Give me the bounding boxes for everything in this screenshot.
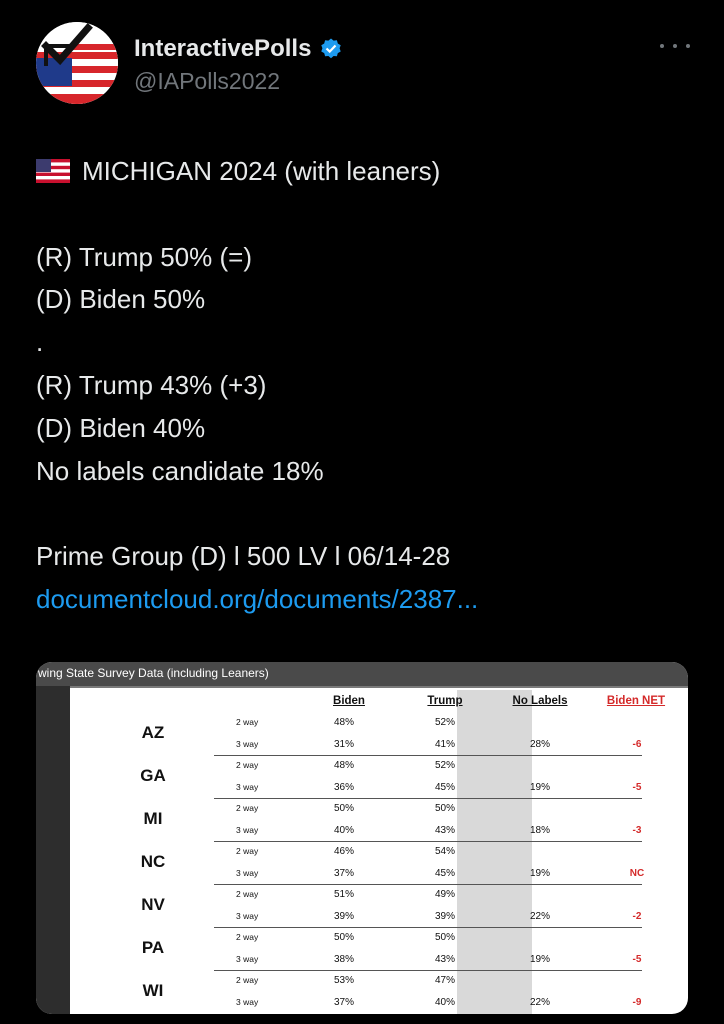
tweet-text [36,150,696,621]
trump-2way: 50% [434,932,455,943]
state-label: AZ [141,723,165,742]
tweet-blank-line [36,492,696,535]
biden-3way: 38% [333,954,354,965]
biden-net-value: -9 [632,997,642,1008]
tweet-line: (R) Trump 50% (=) [36,241,252,272]
table-row [36,713,688,756]
tweet-line: Prime Group (D) l 500 LV l 06/14-28 [36,541,451,572]
two-way-label: 2 way [236,889,259,899]
state-label: NV [141,895,165,914]
two-way-label: 2 way [236,846,259,856]
biden-2way: 50% [333,803,354,814]
table-row [36,971,688,1014]
trump-3way: 41% [434,739,455,750]
three-way-label: 3 way [236,868,259,878]
biden-2way: 48% [333,760,354,771]
media-title: wing State Survey Data (including Leaners) [36,662,688,686]
biden-net-value: NC [629,868,645,879]
trump-3way: 39% [434,911,455,922]
three-way-label: 3 way [236,911,259,921]
tweet-line-text: MICHIGAN 2024 (with leaners) [82,156,441,186]
state-label: GA [140,766,166,785]
col-head-biden-net: Biden NET [606,695,666,707]
tweet-line: No labels candidate 18% [36,455,324,486]
state-label: WI [142,981,164,1000]
no-labels-value: 28% [529,739,550,750]
no-labels-value: 19% [529,782,550,793]
verified-badge-icon [319,37,343,61]
biden-net-value: -5 [632,782,642,793]
trump-3way: 40% [434,997,455,1008]
avatar[interactable] [36,22,118,104]
tweet-header [36,22,688,106]
biden-3way: 37% [333,868,354,879]
col-head-no-labels: No Labels [512,695,568,707]
more-options-icon[interactable] [660,36,690,56]
no-labels-value: 18% [529,825,550,836]
biden-net-value: -6 [632,739,642,750]
avatar-flag-icon [36,22,118,104]
three-way-label: 3 way [236,739,259,749]
table-row [36,799,688,842]
biden-net-value: -2 [632,911,642,922]
three-way-label: 3 way [236,782,259,792]
three-way-label: 3 way [236,954,259,964]
table-row [36,885,688,928]
biden-net-value: -3 [632,825,642,836]
display-name-row[interactable] [134,35,343,63]
two-way-label: 2 way [236,975,259,985]
two-way-label: 2 way [236,803,259,813]
trump-3way: 43% [434,825,455,836]
us-flag-icon [36,159,70,183]
no-labels-value: 19% [529,868,550,879]
trump-2way: 47% [434,975,455,986]
display-name[interactable]: InteractivePolls [134,35,312,62]
biden-3way: 37% [333,997,354,1008]
biden-2way: 48% [333,717,354,728]
media-divider [70,686,688,688]
biden-2way: 50% [333,932,354,943]
no-labels-value: 22% [529,911,550,922]
tweet-line: (R) Trump 43% (+3) [36,369,267,400]
table-row [36,842,688,885]
trump-2way: 50% [434,803,455,814]
trump-3way: 45% [434,868,455,879]
biden-3way: 36% [333,782,354,793]
state-label: MI [143,809,163,828]
tweet-link[interactable]: documentcloud.org/documents/2387... [36,583,479,614]
biden-3way: 39% [333,911,354,922]
no-labels-value: 19% [529,954,550,965]
biden-2way: 51% [333,889,354,900]
state-label: PA [141,938,165,957]
trump-2way: 49% [434,889,455,900]
two-way-label: 2 way [236,717,259,727]
two-way-label: 2 way [236,932,259,942]
biden-3way: 31% [333,739,354,750]
biden-2way: 53% [333,975,354,986]
trump-2way: 52% [434,717,455,728]
trump-3way: 43% [434,954,455,965]
tweet-blank-line [36,193,696,236]
biden-net-value: -5 [632,954,642,965]
three-way-label: 3 way [236,997,259,1007]
three-way-label: 3 way [236,825,259,835]
biden-2way: 46% [333,846,354,857]
table-row [36,928,688,971]
tweet-line: (D) Biden 40% [36,412,206,443]
table-row [36,756,688,799]
tweet-line: . [36,327,44,358]
no-labels-value: 22% [529,997,550,1008]
biden-3way: 40% [333,825,354,836]
col-head-trump: Trump [427,695,463,707]
trump-2way: 54% [434,846,455,857]
two-way-label: 2 way [236,760,259,770]
tweet-line [36,150,696,193]
user-handle[interactable]: @IAPolls2022 [134,68,281,94]
trump-2way: 52% [434,760,455,771]
col-head-biden: Biden [333,695,365,707]
tweet-line: (D) Biden 50% [36,284,206,315]
trump-3way: 45% [434,782,455,793]
state-label: NC [140,852,166,871]
